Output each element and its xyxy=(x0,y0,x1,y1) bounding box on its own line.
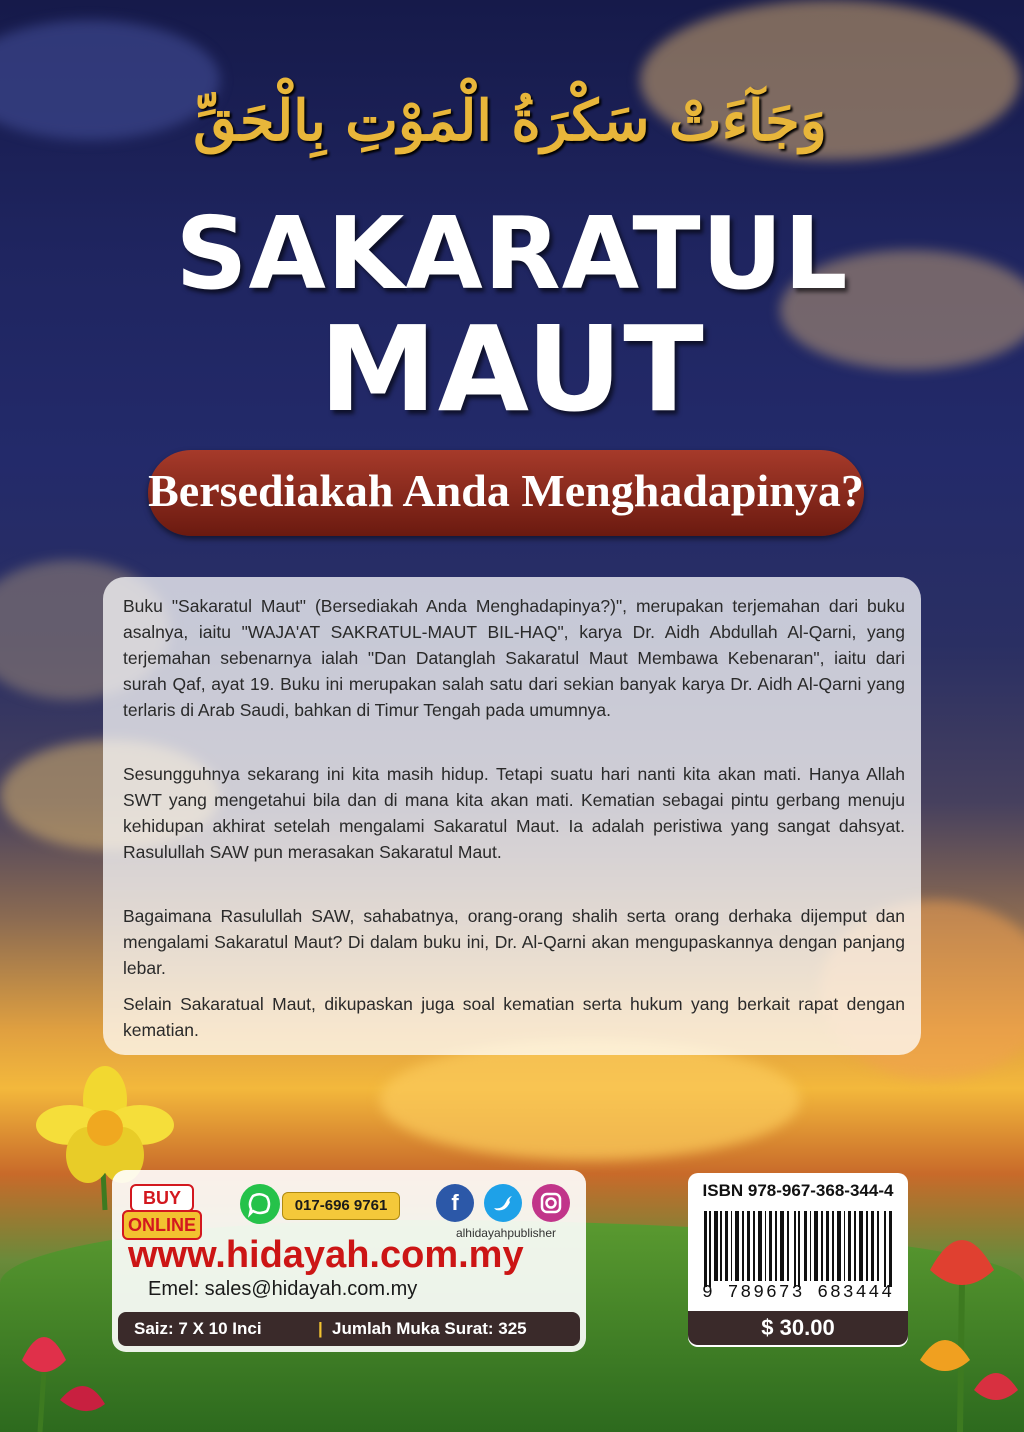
facebook-icon[interactable]: f xyxy=(436,1184,474,1222)
whatsapp-icon xyxy=(240,1184,280,1224)
page-count: Jumlah Muka Surat: 325 xyxy=(332,1319,527,1338)
spec-bar xyxy=(118,1312,580,1346)
isbn-label: ISBN 978-967-368-344-4 xyxy=(702,1181,894,1200)
buy-label: BUY xyxy=(130,1184,194,1212)
instagram-icon[interactable] xyxy=(532,1184,570,1222)
website-link[interactable]: www.hidayah.com.my xyxy=(128,1234,524,1276)
barcode-icon xyxy=(704,1211,892,1287)
price-label: $ 30.00 xyxy=(688,1311,908,1345)
title-line-2: MAUT xyxy=(319,300,705,438)
social-handle: alhidayahpublisher xyxy=(455,1226,557,1240)
phone-number[interactable]: 017-696 9761 xyxy=(282,1192,400,1220)
blurb-box xyxy=(103,577,921,1055)
subtitle-banner xyxy=(148,450,864,536)
email-address[interactable]: Emel: sales@hidayah.com.my xyxy=(148,1278,418,1300)
promo-panel xyxy=(112,1170,586,1352)
spec-separator: | xyxy=(318,1319,323,1338)
arabic-verse: وَجَآءَتْ سَكْرَةُ الْمَوْتِ بِالْحَقِّ xyxy=(193,88,827,154)
blurb-paragraph: Sesungguhnya sekarang ini kita masih hidup. Tetapi suatu hari nanti kita akan mati. Hanya Allah SWT yang mengetahui bila dan di mana kita akan mati. Kematian sebagai pintu gerbang menuju kehidupan akhirat setelah mengalami Sakaratul Maut. Ia adalah peristiwa yang sangat dahsyat. Rasulullah SAW pun merasakan Sakaratul Maut. xyxy=(123,764,905,862)
subtitle: Bersediakah Anda Menghadapinya? xyxy=(148,465,864,516)
title-line-1: SAKARATUL xyxy=(175,195,849,312)
blurb-paragraph: Bagaimana Rasulullah SAW, sahabatnya, orang-orang shalih serta orang derhaka dijemput dan mengalami Sakaratul Maut? Di dalam buku ini, Dr. Al-Qarni akan mengupaskannya dengan panjang lebar. xyxy=(123,906,905,978)
isbn-panel xyxy=(688,1173,908,1347)
barcode-digits: 9 789673 683444 xyxy=(701,1283,895,1303)
cloud xyxy=(380,1040,800,1160)
twitter-icon[interactable] xyxy=(484,1184,522,1222)
buy-online-badge[interactable] xyxy=(122,1184,200,1236)
online-label: ONLINE xyxy=(122,1210,202,1240)
blurb-paragraph: Selain Sakaratual Maut, dikupaskan juga soal kematian serta hukum yang berkait rapat dengan kematian. xyxy=(123,994,905,1040)
book-size: Saiz: 7 X 10 Inci xyxy=(134,1319,262,1338)
blurb-paragraph: Buku "Sakaratul Maut" (Bersediakah Anda Menghadapinya?)", merupakan terjemahan dari buku asalnya, iaitu "WAJA'AT SAKRATUL-MAUT BIL-HAQ", karya Dr. Aidh Abdullah Al-Qarni, yang terjemahan sebenarnya ialah "Dan Datanglah Sakaratul Maut Membawa Kebenaran", iaitu dari surah Qaf, ayat 19. Buku ini merupakan salah satu dari sekian banyak karya Dr. Aidh Al-Qarni yang terlaris di Arab Saudi, bahkan di Timur Tengah pada umumnya. xyxy=(123,596,905,720)
tulip-flower xyxy=(0,1320,110,1432)
tulip-flower xyxy=(900,1210,1024,1432)
